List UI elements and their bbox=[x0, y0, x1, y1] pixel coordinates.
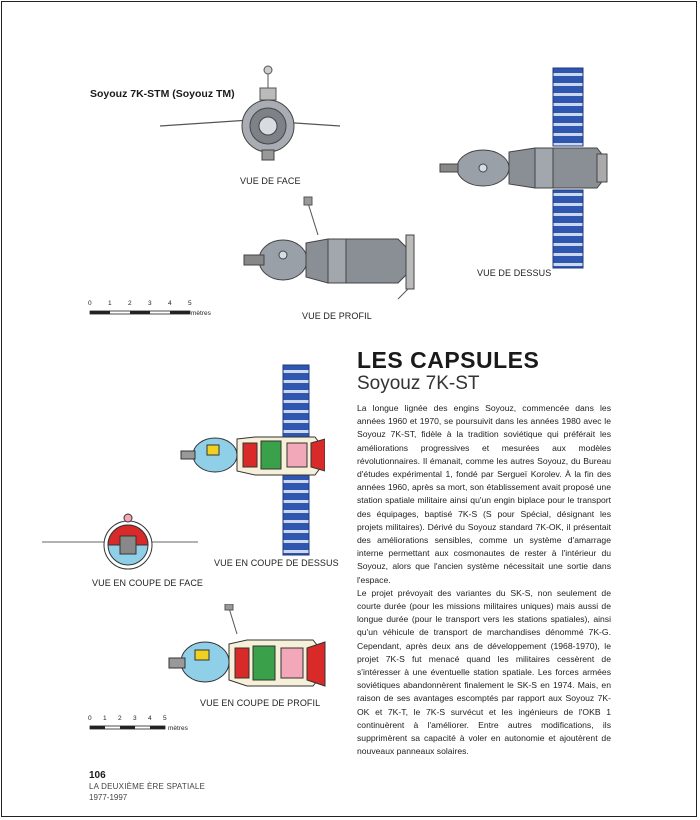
caption-profile-view: VUE DE PROFIL bbox=[302, 311, 372, 321]
body-text bbox=[357, 402, 611, 758]
profile-view-drawing bbox=[238, 195, 423, 305]
caption-section-top: VUE EN COUPE DE DESSUS bbox=[214, 558, 339, 568]
caption-front-view: VUE DE FACE bbox=[240, 176, 301, 186]
cutaway-front-view-drawing bbox=[40, 512, 200, 582]
scale-tick: 1 bbox=[103, 715, 107, 722]
scale-tick: 5 bbox=[188, 300, 192, 307]
figure-title: Soyouz 7K-STM (Soyouz TM) bbox=[90, 88, 235, 100]
scale-unit: mètres bbox=[191, 310, 211, 317]
paragraph: Le projet prévoyait des variantes du SK-S, non seulement de courte durée (pour les missions militaires uniques) mais aussi de longue durée (pour le transport vers les stations spatiales), ainsi qu'un véhicule de transport de marchandises dénommé 7K-G. Cependant, après deux ans de développement (1968-1970), le projet 7K-S fut menacé quand les militaires cessèrent de s'intéresser à une éventuelle station spatiale. Les forces armées soviétiques abandonnèrent finalement le SK-S en 1974. Mais, en raison de ses avantages escomptés par rapport aux Soyouz 7K-OK et 7K-T, le 7K-S survécut et les ingénieurs de l'OKB 1 continuèrent à l'améliorer. Entre autres modifications, ils supprimèrent sa capacité à voler en autonomie et ajoutèrent de nouveaux panneaux solaires. bbox=[357, 587, 611, 757]
scale-unit: mètres bbox=[168, 725, 188, 732]
scale-tick: 2 bbox=[118, 715, 122, 722]
running-section-title: LA DEUXIÈME ÈRE SPATIALE bbox=[89, 782, 206, 791]
scale-tick: 4 bbox=[168, 300, 172, 307]
scale-tick: 3 bbox=[133, 715, 137, 722]
caption-top-view: VUE DE DESSUS bbox=[477, 268, 552, 278]
running-section-years: 1977-1997 bbox=[89, 793, 128, 802]
scale-bar-bottom bbox=[88, 715, 208, 740]
section-heading: LES CAPSULES bbox=[357, 347, 540, 373]
paragraph: La longue lignée des engins Soyouz, commencée dans les années 1960 et 1970, se poursuivit dans les années 1980 avec le Soyouz 7K-ST, fidèle à la tradition soviétique qui préférait les améliorations progressives et mesurées aux modèles révolutionnaires. Il émanait, comme les autres Soyouz, du Bureau d'études expérimental 1, fondé par Sergueï Korolev. À la fin des années 1960, après sa mort, son établissement avait proposé une station spatiale militaire ainsi qu'un engin biplace pour le transport des équipages, baptisé 7K-S (S pour Spécial, désignant les projets militaires). Dérivé du Soyouz standard 7K-OK, il présentait des améliorations sensibles, comme un système d'amarrage interne permettant aux cosmonautes de rester à l'intérieur du Soyouz, alors que l'ancien système nécessitait une sortie dans l'espace. bbox=[357, 403, 611, 585]
front-view-drawing bbox=[150, 60, 350, 170]
page-number: 106 bbox=[89, 770, 106, 781]
scale-tick: 0 bbox=[88, 300, 92, 307]
section-subheading: Soyouz 7K-ST bbox=[357, 373, 480, 394]
scale-tick: 3 bbox=[148, 300, 152, 307]
scale-tick: 0 bbox=[88, 715, 92, 722]
scale-tick: 5 bbox=[163, 715, 167, 722]
top-view-drawing bbox=[425, 66, 615, 271]
scale-tick: 4 bbox=[148, 715, 152, 722]
caption-section-front: VUE EN COUPE DE FACE bbox=[92, 578, 204, 588]
caption-section-profile: VUE EN COUPE DE PROFIL bbox=[200, 698, 321, 708]
scale-tick: 1 bbox=[108, 300, 112, 307]
cutaway-profile-view-drawing bbox=[165, 604, 330, 699]
scale-bar-top bbox=[88, 300, 211, 325]
scale-tick: 2 bbox=[128, 300, 132, 307]
